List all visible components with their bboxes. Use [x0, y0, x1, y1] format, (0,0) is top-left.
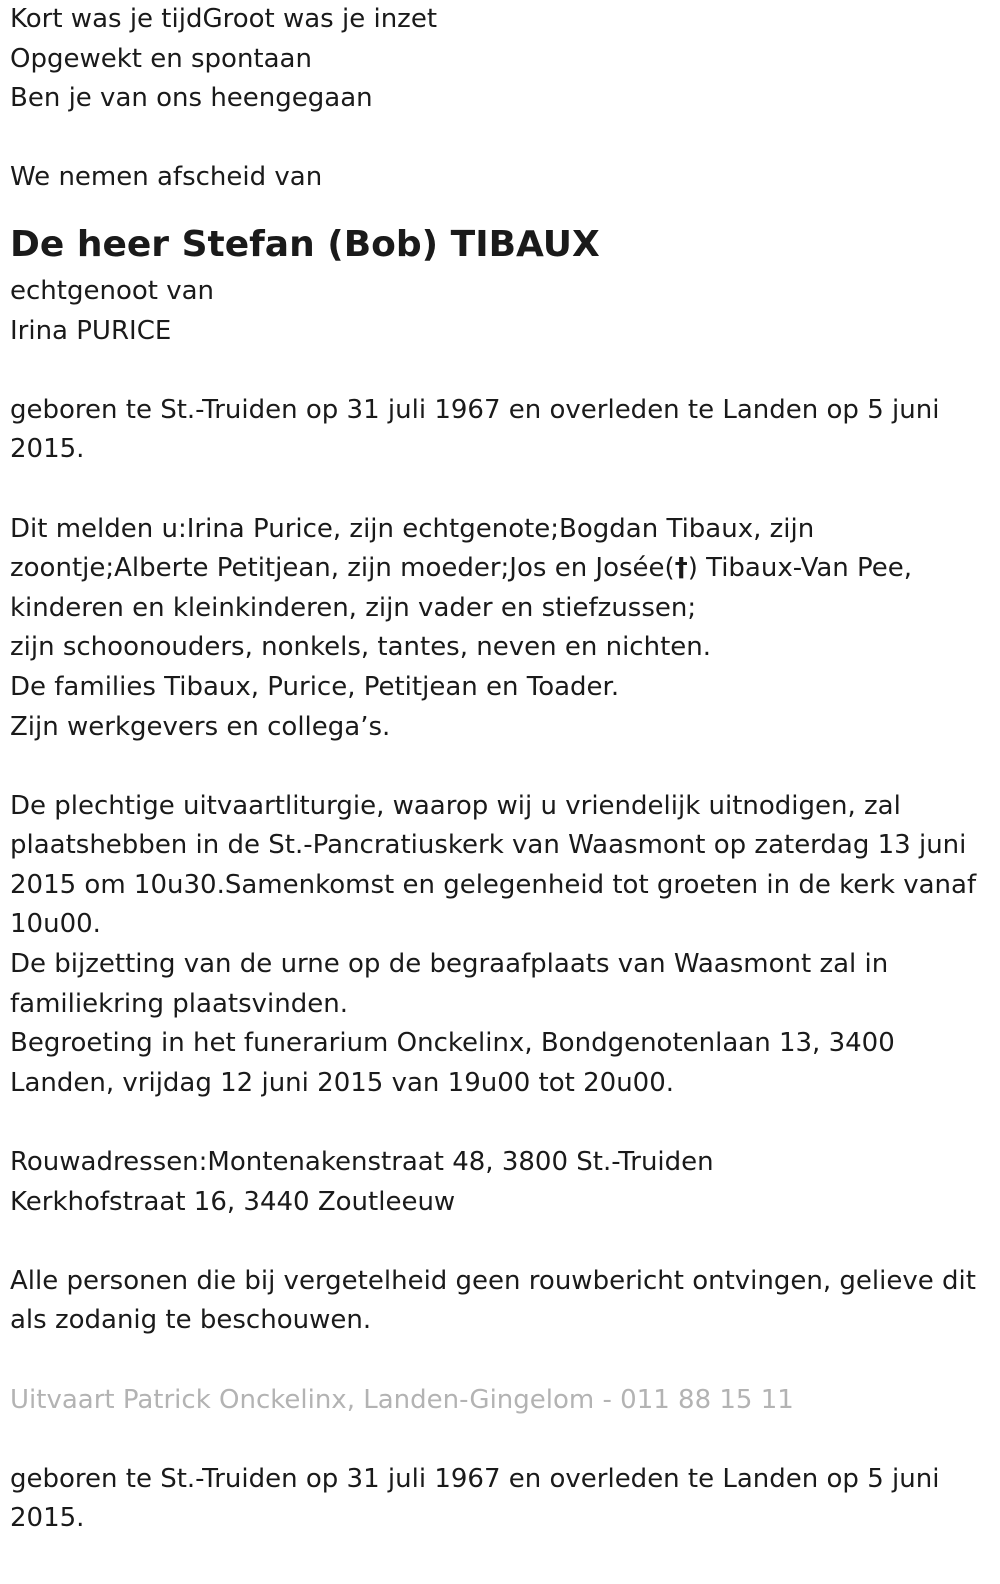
spacer	[10, 1103, 985, 1143]
undertaker-text: Uitvaart Patrick Onckelinx, Landen-Gingelom - 011 88 15 11	[10, 1384, 794, 1415]
intro-text: We nemen afscheid van	[10, 162, 323, 193]
poem-line-1: Kort was je tijdGroot was je inzet	[10, 4, 438, 34]
deceased-name: De heer Stefan (Bob) TIBAUX	[10, 223, 600, 265]
spacer	[10, 119, 985, 159]
spouse-name: Irina PURICE	[10, 315, 172, 346]
spacer	[10, 1341, 985, 1381]
address-line-2: Kerkhofstraat 16, 3440 Zoutleeuw	[10, 1186, 456, 1217]
notice-text: Alle personen die bij vergetelheid geen rouwbericht ontvingen, gelieve dit als zodanig te beschouwen.	[10, 1265, 976, 1336]
cross-icon: †	[674, 553, 688, 584]
spacer	[10, 1420, 985, 1460]
poem-line-3: Ben je van ons heengegaan	[10, 83, 373, 114]
spacer	[10, 1222, 985, 1262]
urn-text: De bijzetting van de urne op de begraafplaats van Waasmont zal in familiekring plaatsvinden.	[10, 949, 889, 1019]
announcement-part-1: Dit melden u:Irina Purice, zijn echtgenote;Bogdan Tibaux, zijn zoontje;Alberte Petitjean, zijn moeder;Jos en Josée(	[10, 513, 815, 584]
spacer	[10, 747, 985, 787]
relation-text: echtgenoot van	[10, 275, 215, 306]
address-line-1: Rouwadressen:Montenakenstraat 48, 3800 St.-Truiden	[10, 1147, 714, 1178]
poem-line-2: Opgewekt en spontaan	[10, 43, 312, 74]
birth-death-repeat-text: geboren te St.-Truiden op 31 juli 1967 en overleden te Landen op 5 juni 2015.	[10, 1463, 940, 1534]
obituary-page	[10, 0, 985, 1539]
announcement-text	[10, 510, 985, 629]
announcement-line-3: De families Tibaux, Purice, Petitjean en Toader.	[10, 671, 620, 702]
spacer	[10, 470, 985, 510]
announcement-line-4: Zijn werkgevers en collega’s.	[10, 711, 391, 742]
announcement-line-2: zijn schoonouders, nonkels, tantes, neven en nichten.	[10, 632, 712, 663]
spacer	[10, 351, 985, 391]
visitation-text: Begroeting in het funerarium Onckelinx, Bondgenotenlaan 13, 3400 Landen, vrijdag 12 juni 2015 van 19u00 tot 20u00.	[10, 1028, 895, 1098]
announcement-part-2: ) Tibaux-Van Pee, kinderen en kleinkinderen, zijn vader en stiefzussen;	[10, 553, 913, 623]
birth-death-text: geboren te St.-Truiden op 31 juli 1967 en overleden te Landen op 5 juni 2015.	[10, 394, 940, 465]
liturgy-text: De plechtige uitvaartliturgie, waarop wij u vriendelijk uitnodigen, zal plaatshebben in de St.-Pancratiuskerk van Waasmont op zaterdag 13 juni 2015 om 10u30.Samenkomst en gelegenheid tot groeten in de kerk vanaf 10u00.	[10, 790, 977, 940]
